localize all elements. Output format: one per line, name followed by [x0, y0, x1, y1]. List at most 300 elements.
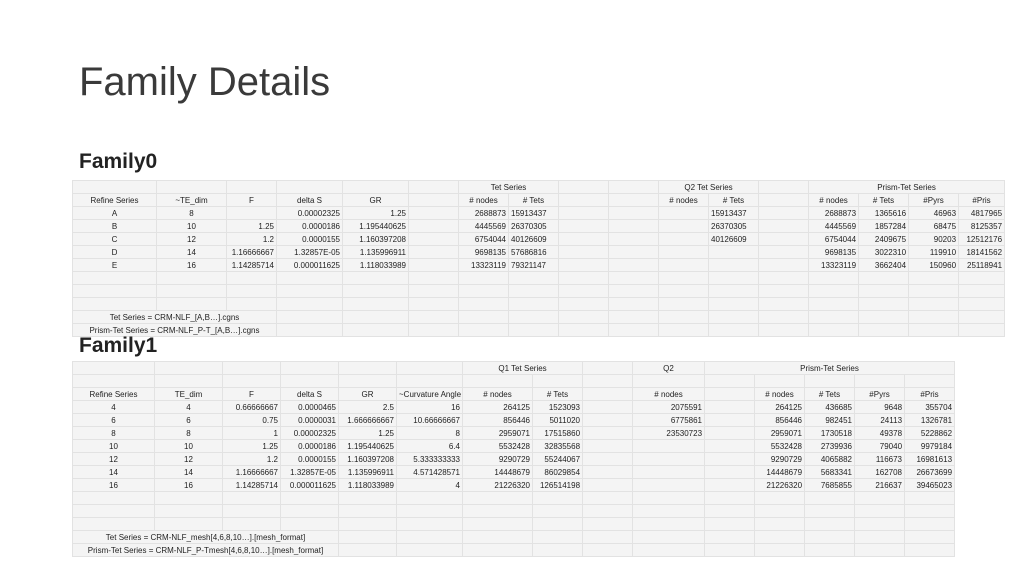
table-cell: 16	[73, 479, 155, 492]
table-cell	[609, 272, 659, 285]
table-cell	[609, 181, 659, 194]
column-header: # nodes	[659, 194, 709, 207]
blank-row	[73, 272, 1005, 285]
table-cell: 9698135	[459, 246, 509, 259]
table-cell: 5532428	[755, 440, 805, 453]
column-header: #Pris	[905, 388, 955, 401]
series-note: Tet Series = CRM-NLF_mesh[4,6,8,10…].[mesh_format]	[73, 531, 339, 544]
blank-row	[73, 298, 1005, 311]
column-header: # nodes	[809, 194, 859, 207]
table-cell	[73, 285, 157, 298]
table-cell	[759, 298, 809, 311]
table-cell: 5532428	[463, 440, 533, 453]
table-cell: 2959071	[755, 427, 805, 440]
table-cell	[343, 298, 409, 311]
table-cell	[609, 220, 659, 233]
table-cell: 40126609	[709, 233, 759, 246]
table-cell	[609, 233, 659, 246]
table-cell	[609, 298, 659, 311]
table-cell	[559, 272, 609, 285]
table-cell	[609, 311, 659, 324]
table-cell: 264125	[463, 401, 533, 414]
table-cell: B	[73, 220, 157, 233]
table-cell: 10	[157, 220, 227, 233]
table-cell	[509, 285, 559, 298]
table-cell: 5.333333333	[397, 453, 463, 466]
blank-row	[73, 505, 955, 518]
table-cell: 2.5	[339, 401, 397, 414]
table-cell: 264125	[755, 401, 805, 414]
table-cell	[533, 375, 583, 388]
table-cell	[705, 466, 755, 479]
table-cell: 126514198	[533, 479, 583, 492]
table-cell: 1.135996911	[343, 246, 409, 259]
table-cell	[463, 544, 533, 557]
blank-row	[73, 518, 955, 531]
table-cell	[855, 505, 905, 518]
table-cell	[339, 375, 397, 388]
table-cell: 5683341	[805, 466, 855, 479]
table-cell	[155, 505, 223, 518]
table-cell: 3022310	[859, 246, 909, 259]
table-cell	[409, 285, 459, 298]
table-cell	[583, 531, 633, 544]
table-cell	[709, 285, 759, 298]
table-cell	[397, 518, 463, 531]
table-cell	[559, 220, 609, 233]
table-cell	[559, 311, 609, 324]
table-cell	[805, 531, 855, 544]
table-cell	[227, 298, 277, 311]
table-cell	[855, 492, 905, 505]
table-cell: 25118941	[959, 259, 1005, 272]
table-cell	[759, 233, 809, 246]
table-cell: 9290729	[755, 453, 805, 466]
table-cell	[583, 440, 633, 453]
table-cell: C	[73, 233, 157, 246]
table-cell	[905, 531, 955, 544]
table-cell: 216637	[855, 479, 905, 492]
table-row	[73, 466, 955, 479]
table-cell	[409, 207, 459, 220]
table-cell	[583, 401, 633, 414]
table-cell: 10	[73, 440, 155, 453]
table-cell	[559, 298, 609, 311]
table-cell	[397, 492, 463, 505]
table-cell: 40126609	[509, 233, 559, 246]
table-cell	[705, 414, 755, 427]
table-cell	[705, 505, 755, 518]
table-cell: 1.25	[343, 207, 409, 220]
column-header: #Pyrs	[855, 388, 905, 401]
table-cell	[583, 388, 633, 401]
table-cell: 8125357	[959, 220, 1005, 233]
table-cell: 13323119	[459, 259, 509, 272]
table-cell	[633, 440, 705, 453]
table-cell: 46963	[909, 207, 959, 220]
table-cell	[559, 181, 609, 194]
table-cell	[155, 518, 223, 531]
table-cell	[157, 285, 227, 298]
table-cell: 1.135996911	[339, 466, 397, 479]
table-cell: 16	[397, 401, 463, 414]
table-cell	[559, 285, 609, 298]
table-cell: 1.195440625	[343, 220, 409, 233]
table-cell	[277, 272, 343, 285]
table-cell	[509, 311, 559, 324]
table-cell	[281, 505, 339, 518]
table-cell	[459, 311, 509, 324]
table-cell	[909, 311, 959, 324]
column-header: ~TE_dim	[157, 194, 227, 207]
table-cell	[905, 492, 955, 505]
table-cell: 3662404	[859, 259, 909, 272]
table-cell: 9290729	[463, 453, 533, 466]
table-cell	[583, 505, 633, 518]
column-header: Refine Series	[73, 388, 155, 401]
table-cell	[227, 272, 277, 285]
table-cell: 7685855	[805, 479, 855, 492]
table-cell: 79040	[855, 440, 905, 453]
table-cell	[759, 246, 809, 259]
page-title: Family Details	[79, 60, 331, 104]
table-cell	[633, 531, 705, 544]
family0-table	[72, 180, 1005, 337]
table-cell	[705, 401, 755, 414]
table-cell	[909, 285, 959, 298]
table-cell	[609, 259, 659, 272]
table-cell: 16	[157, 259, 227, 272]
series-note: Prism-Tet Series = CRM-NLF_P-T_[A,B…].cgns	[73, 324, 277, 337]
table-cell	[533, 544, 583, 557]
table-cell: 4817965	[959, 207, 1005, 220]
table-cell	[659, 285, 709, 298]
table-cell: 5228862	[905, 427, 955, 440]
table-cell	[459, 324, 509, 337]
column-header: GR	[339, 388, 397, 401]
table-cell	[755, 544, 805, 557]
table-cell	[223, 362, 281, 375]
table-cell: 436685	[805, 401, 855, 414]
table-cell	[805, 375, 855, 388]
table-row	[73, 440, 955, 453]
table-cell	[759, 311, 809, 324]
column-header: # nodes	[633, 388, 705, 401]
table-cell: 0.0000186	[277, 220, 343, 233]
table-cell	[339, 518, 397, 531]
column-header: # nodes	[463, 388, 533, 401]
table-cell: 6	[73, 414, 155, 427]
table-cell	[533, 518, 583, 531]
table-cell: 86029854	[533, 466, 583, 479]
table-cell	[409, 233, 459, 246]
note-row	[73, 324, 1005, 337]
table-cell: 4065882	[805, 453, 855, 466]
table-cell: 0.0000465	[281, 401, 339, 414]
table-row	[73, 207, 1005, 220]
table-cell: 32835568	[533, 440, 583, 453]
table-cell: 1.160397208	[339, 453, 397, 466]
table-cell	[959, 311, 1005, 324]
table-cell	[463, 492, 533, 505]
table-cell	[633, 492, 705, 505]
table-cell	[659, 324, 709, 337]
table-cell: 1.14285714	[227, 259, 277, 272]
table-cell	[227, 181, 277, 194]
table-cell: 2688873	[809, 207, 859, 220]
table-cell	[659, 259, 709, 272]
table-cell	[705, 375, 755, 388]
table-cell	[459, 298, 509, 311]
table-cell: 8	[73, 427, 155, 440]
table-cell: 4.571428571	[397, 466, 463, 479]
table-cell	[339, 492, 397, 505]
table-cell	[659, 233, 709, 246]
table-cell: 0.0000155	[281, 453, 339, 466]
table-cell	[459, 272, 509, 285]
table-cell	[559, 233, 609, 246]
table-cell	[409, 324, 459, 337]
table-cell	[409, 181, 459, 194]
table-cell: 26673699	[905, 466, 955, 479]
table-cell	[959, 298, 1005, 311]
table-cell	[633, 479, 705, 492]
table-cell	[277, 324, 343, 337]
table-cell: 1.14285714	[223, 479, 281, 492]
table-cell: 6754044	[459, 233, 509, 246]
column-header: # Tets	[509, 194, 559, 207]
table-cell: 5011020	[533, 414, 583, 427]
table-cell: 0.00002325	[277, 207, 343, 220]
table-cell: 982451	[805, 414, 855, 427]
table-cell: 1.25	[223, 440, 281, 453]
table-cell	[609, 324, 659, 337]
table-cell	[463, 505, 533, 518]
table-cell	[659, 207, 709, 220]
table-cell	[633, 505, 705, 518]
table-cell	[409, 220, 459, 233]
table-cell	[755, 492, 805, 505]
column-header: delta S	[277, 194, 343, 207]
table-cell	[277, 181, 343, 194]
table-row	[73, 427, 955, 440]
table-cell	[73, 492, 155, 505]
table-row	[73, 453, 955, 466]
table-cell: 12	[155, 453, 223, 466]
table-cell	[959, 324, 1005, 337]
table-row	[73, 414, 955, 427]
table-cell	[855, 531, 905, 544]
table-cell: 0.0000186	[281, 440, 339, 453]
table-cell: 0.000011625	[281, 479, 339, 492]
table-cell	[463, 531, 533, 544]
table-cell: 1.160397208	[343, 233, 409, 246]
table-cell	[409, 259, 459, 272]
note-row	[73, 531, 955, 544]
table-cell: 6.4	[397, 440, 463, 453]
table-cell: 8	[155, 427, 223, 440]
table-cell: 162708	[855, 466, 905, 479]
table-cell: 1.32857E-05	[277, 246, 343, 259]
table-cell: 1.16666667	[223, 466, 281, 479]
table-cell	[583, 362, 633, 375]
table-cell	[805, 505, 855, 518]
table-cell	[157, 298, 227, 311]
table-cell: 119910	[909, 246, 959, 259]
table-cell	[609, 207, 659, 220]
column-header: # Tets	[859, 194, 909, 207]
series-note: Prism-Tet Series = CRM-NLF_P-Tmesh[4,6,8,10…].[mesh_format]	[73, 544, 339, 557]
table-cell	[281, 362, 339, 375]
group-header-prism: Prism-Tet Series	[809, 181, 1005, 194]
table-cell	[809, 324, 859, 337]
table-cell	[859, 285, 909, 298]
table-cell: 1.118033989	[343, 259, 409, 272]
table-cell	[157, 181, 227, 194]
table-cell	[73, 375, 155, 388]
table-cell: 1523093	[533, 401, 583, 414]
table-cell: E	[73, 259, 157, 272]
table-cell	[155, 492, 223, 505]
table-row	[73, 233, 1005, 246]
table-cell	[759, 181, 809, 194]
table-cell: 4	[155, 401, 223, 414]
table-cell	[809, 298, 859, 311]
table-cell	[559, 194, 609, 207]
table-cell	[343, 181, 409, 194]
table-cell	[533, 505, 583, 518]
table-cell	[277, 285, 343, 298]
table-cell: 55244067	[533, 453, 583, 466]
table-cell: 23530723	[633, 427, 705, 440]
table-row	[73, 479, 955, 492]
table-cell: 1.195440625	[339, 440, 397, 453]
group-header-prism: Prism-Tet Series	[705, 362, 955, 375]
table-cell: 1365616	[859, 207, 909, 220]
table-cell	[855, 544, 905, 557]
table-cell	[583, 453, 633, 466]
column-header: # Tets	[533, 388, 583, 401]
table-cell: 0.000011625	[277, 259, 343, 272]
table-cell	[759, 272, 809, 285]
table-cell: 12	[73, 453, 155, 466]
table-cell	[859, 272, 909, 285]
table-cell: 0.0000155	[277, 233, 343, 246]
table-cell	[633, 453, 705, 466]
table-cell	[409, 298, 459, 311]
column-header-row	[73, 194, 1005, 207]
table-cell	[73, 181, 157, 194]
table-cell	[509, 272, 559, 285]
table-cell	[559, 246, 609, 259]
table-cell	[409, 194, 459, 207]
table-cell: 1.2	[227, 233, 277, 246]
column-header-row	[73, 388, 955, 401]
table-cell	[705, 492, 755, 505]
table-cell	[805, 544, 855, 557]
table-cell: 14448679	[755, 466, 805, 479]
table-cell	[339, 544, 397, 557]
table-cell: 6754044	[809, 233, 859, 246]
table-cell: 49378	[855, 427, 905, 440]
table-cell	[659, 246, 709, 259]
table-cell	[223, 375, 281, 388]
table-cell	[155, 362, 223, 375]
table-cell: 26370305	[709, 220, 759, 233]
column-header: # nodes	[755, 388, 805, 401]
blank-row	[73, 285, 1005, 298]
table-cell	[157, 272, 227, 285]
table-cell	[609, 246, 659, 259]
table-cell: 1.25	[339, 427, 397, 440]
table-cell	[705, 518, 755, 531]
table-cell: 90203	[909, 233, 959, 246]
table-cell	[633, 375, 705, 388]
column-header: delta S	[281, 388, 339, 401]
table-cell	[959, 285, 1005, 298]
table-cell: 39465023	[905, 479, 955, 492]
table-cell	[755, 505, 805, 518]
table-cell: D	[73, 246, 157, 259]
column-header: # nodes	[459, 194, 509, 207]
table-cell	[73, 272, 157, 285]
table-cell	[709, 311, 759, 324]
table-cell: 355704	[905, 401, 955, 414]
table-cell: 1326781	[905, 414, 955, 427]
table-cell: 14448679	[463, 466, 533, 479]
table-cell	[339, 505, 397, 518]
table-cell: 2409675	[859, 233, 909, 246]
table-cell	[759, 194, 809, 207]
group-header-q1tet: Q1 Tet Series	[463, 362, 583, 375]
table-cell: 16	[155, 479, 223, 492]
table-cell	[805, 518, 855, 531]
table-cell: 2739936	[805, 440, 855, 453]
table-cell	[397, 375, 463, 388]
table-cell	[559, 207, 609, 220]
table-cell	[533, 531, 583, 544]
table-cell	[409, 311, 459, 324]
column-header: F	[227, 194, 277, 207]
table-cell	[659, 220, 709, 233]
table-cell: 14	[73, 466, 155, 479]
table-cell	[583, 375, 633, 388]
table-cell: 24113	[855, 414, 905, 427]
table-cell	[759, 285, 809, 298]
table-cell: 12512176	[959, 233, 1005, 246]
table-cell	[659, 298, 709, 311]
table-cell	[905, 505, 955, 518]
table-cell: 1730518	[805, 427, 855, 440]
table-cell	[755, 518, 805, 531]
table-cell	[509, 324, 559, 337]
table-cell: 2959071	[463, 427, 533, 440]
table-cell	[73, 505, 155, 518]
table-cell: 17515860	[533, 427, 583, 440]
table-cell	[859, 311, 909, 324]
table-cell	[73, 362, 155, 375]
table-cell	[759, 207, 809, 220]
table-cell: 14	[155, 466, 223, 479]
table-cell: 79321147	[509, 259, 559, 272]
table-cell: 1.118033989	[339, 479, 397, 492]
table-cell	[759, 220, 809, 233]
group-header-tet: Tet Series	[459, 181, 559, 194]
table-cell: 1.16666667	[227, 246, 277, 259]
table-cell	[609, 285, 659, 298]
table-cell: 15913437	[509, 207, 559, 220]
table-cell	[583, 492, 633, 505]
